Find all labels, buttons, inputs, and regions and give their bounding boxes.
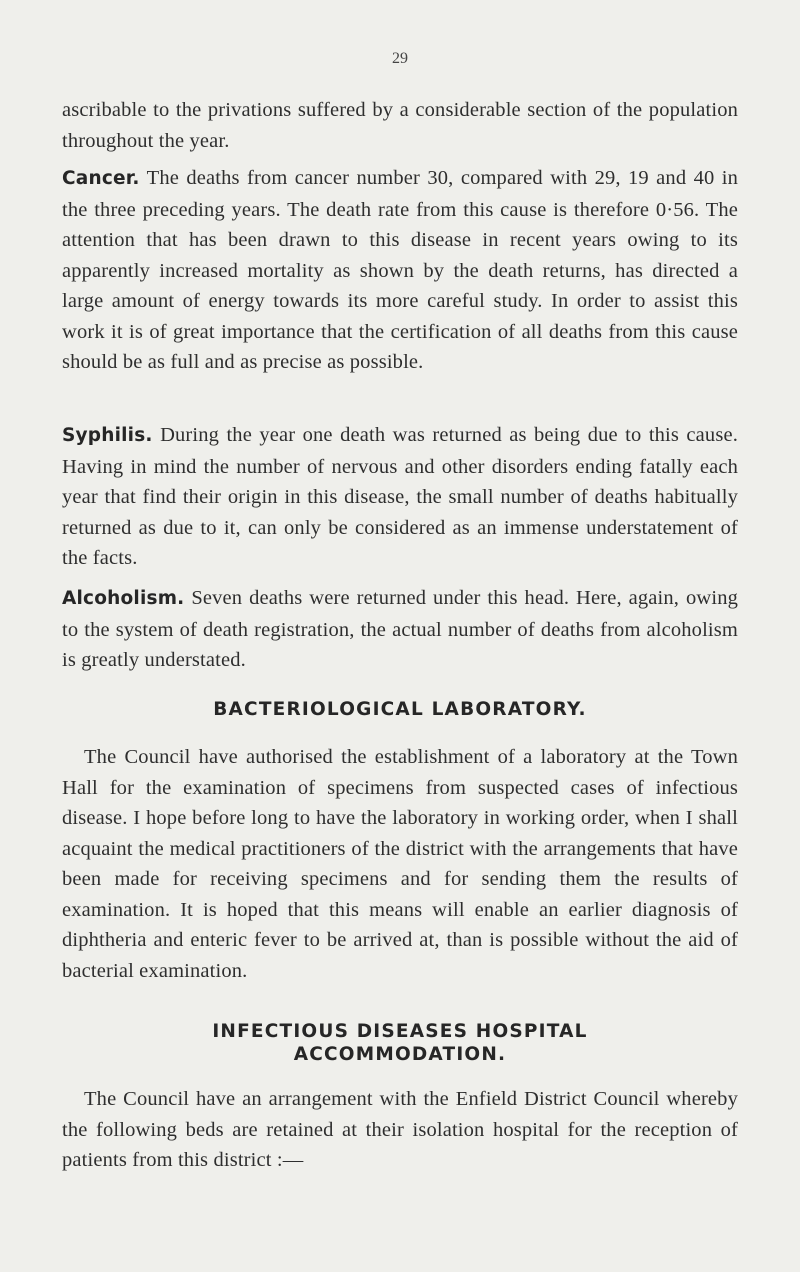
- infectious-heading-line2: ACCOMMODATION.: [293, 1044, 507, 1065]
- infectious-heading-line1: INFECTIOUS DISEASES HOSPITAL: [212, 1021, 588, 1042]
- continuation-paragraph: [62, 95, 738, 156]
- syphilis-body: [62, 420, 738, 574]
- alcoholism-paragraph: [62, 583, 738, 676]
- bacteriological-text: The Council have authorised the establishment of a laboratory at the Town Hall for the examination of specimens from suspected cases of infectious disease. I hope before long to have the laboratory in working order, when I shall acquaint the medical practitioners of the district with the arrangements that have been made for receiving specimens and for sending them the results of examination. It is hoped that this means will enable an earlier diagnosis of diphtheria and enteric fever to be arrived at, than is possible without the aid of bacterial examination.: [62, 746, 738, 982]
- alcoholism-heading: Alcoholism.: [62, 588, 185, 609]
- bacteriological-heading: BACTERIOLOGICAL LABORATORY.: [213, 699, 587, 720]
- continuation-text: ascribable to the privations suffered by a considerable section of the population throughout the year.: [62, 99, 738, 152]
- cancer-paragraph: [62, 163, 738, 378]
- page-number: 29: [392, 50, 408, 67]
- alcoholism-text: Seven deaths were returned under this head. Here, again, owing to the system of death registration, the actual number of deaths from alcoholism is greatly understated.: [62, 587, 738, 671]
- syphilis-heading: Syphilis.: [62, 425, 153, 446]
- cancer-heading: Cancer.: [62, 168, 140, 189]
- infectious-paragraph: [62, 1084, 738, 1176]
- infectious-text: The Council have an arrangement with the Enfield District Council whereby the following beds are retained at their isolation hospital for the reception of patients from this district :—: [62, 1088, 738, 1171]
- syphilis-paragraph: [62, 420, 738, 574]
- cancer-body: [62, 163, 738, 378]
- syphilis-text: During the year one death was returned as being due to this cause. Having in mind the number of nervous and other disorders ending fatally each year that find their origin in this disease, the small number of deaths habitually returned as due to it, can only be considered as an immense understatement of the facts.: [62, 424, 738, 569]
- bacteriological-paragraph: [62, 742, 738, 986]
- infectious-heading: [62, 1020, 738, 1066]
- cancer-text: The deaths from cancer number 30, compared with 29, 19 and 40 in the three preceding years. The death rate from this cause is therefore 0·56. The attention that has been drawn to this disease in recent years owing to its apparently increased mortality as shown by the death returns, has directed a large amount of energy towards its more careful study. In order to assist this work it is of great importance that the certification of all deaths from this cause should be as full and as precise as possible.: [62, 167, 738, 373]
- alcoholism-body: [62, 583, 738, 676]
